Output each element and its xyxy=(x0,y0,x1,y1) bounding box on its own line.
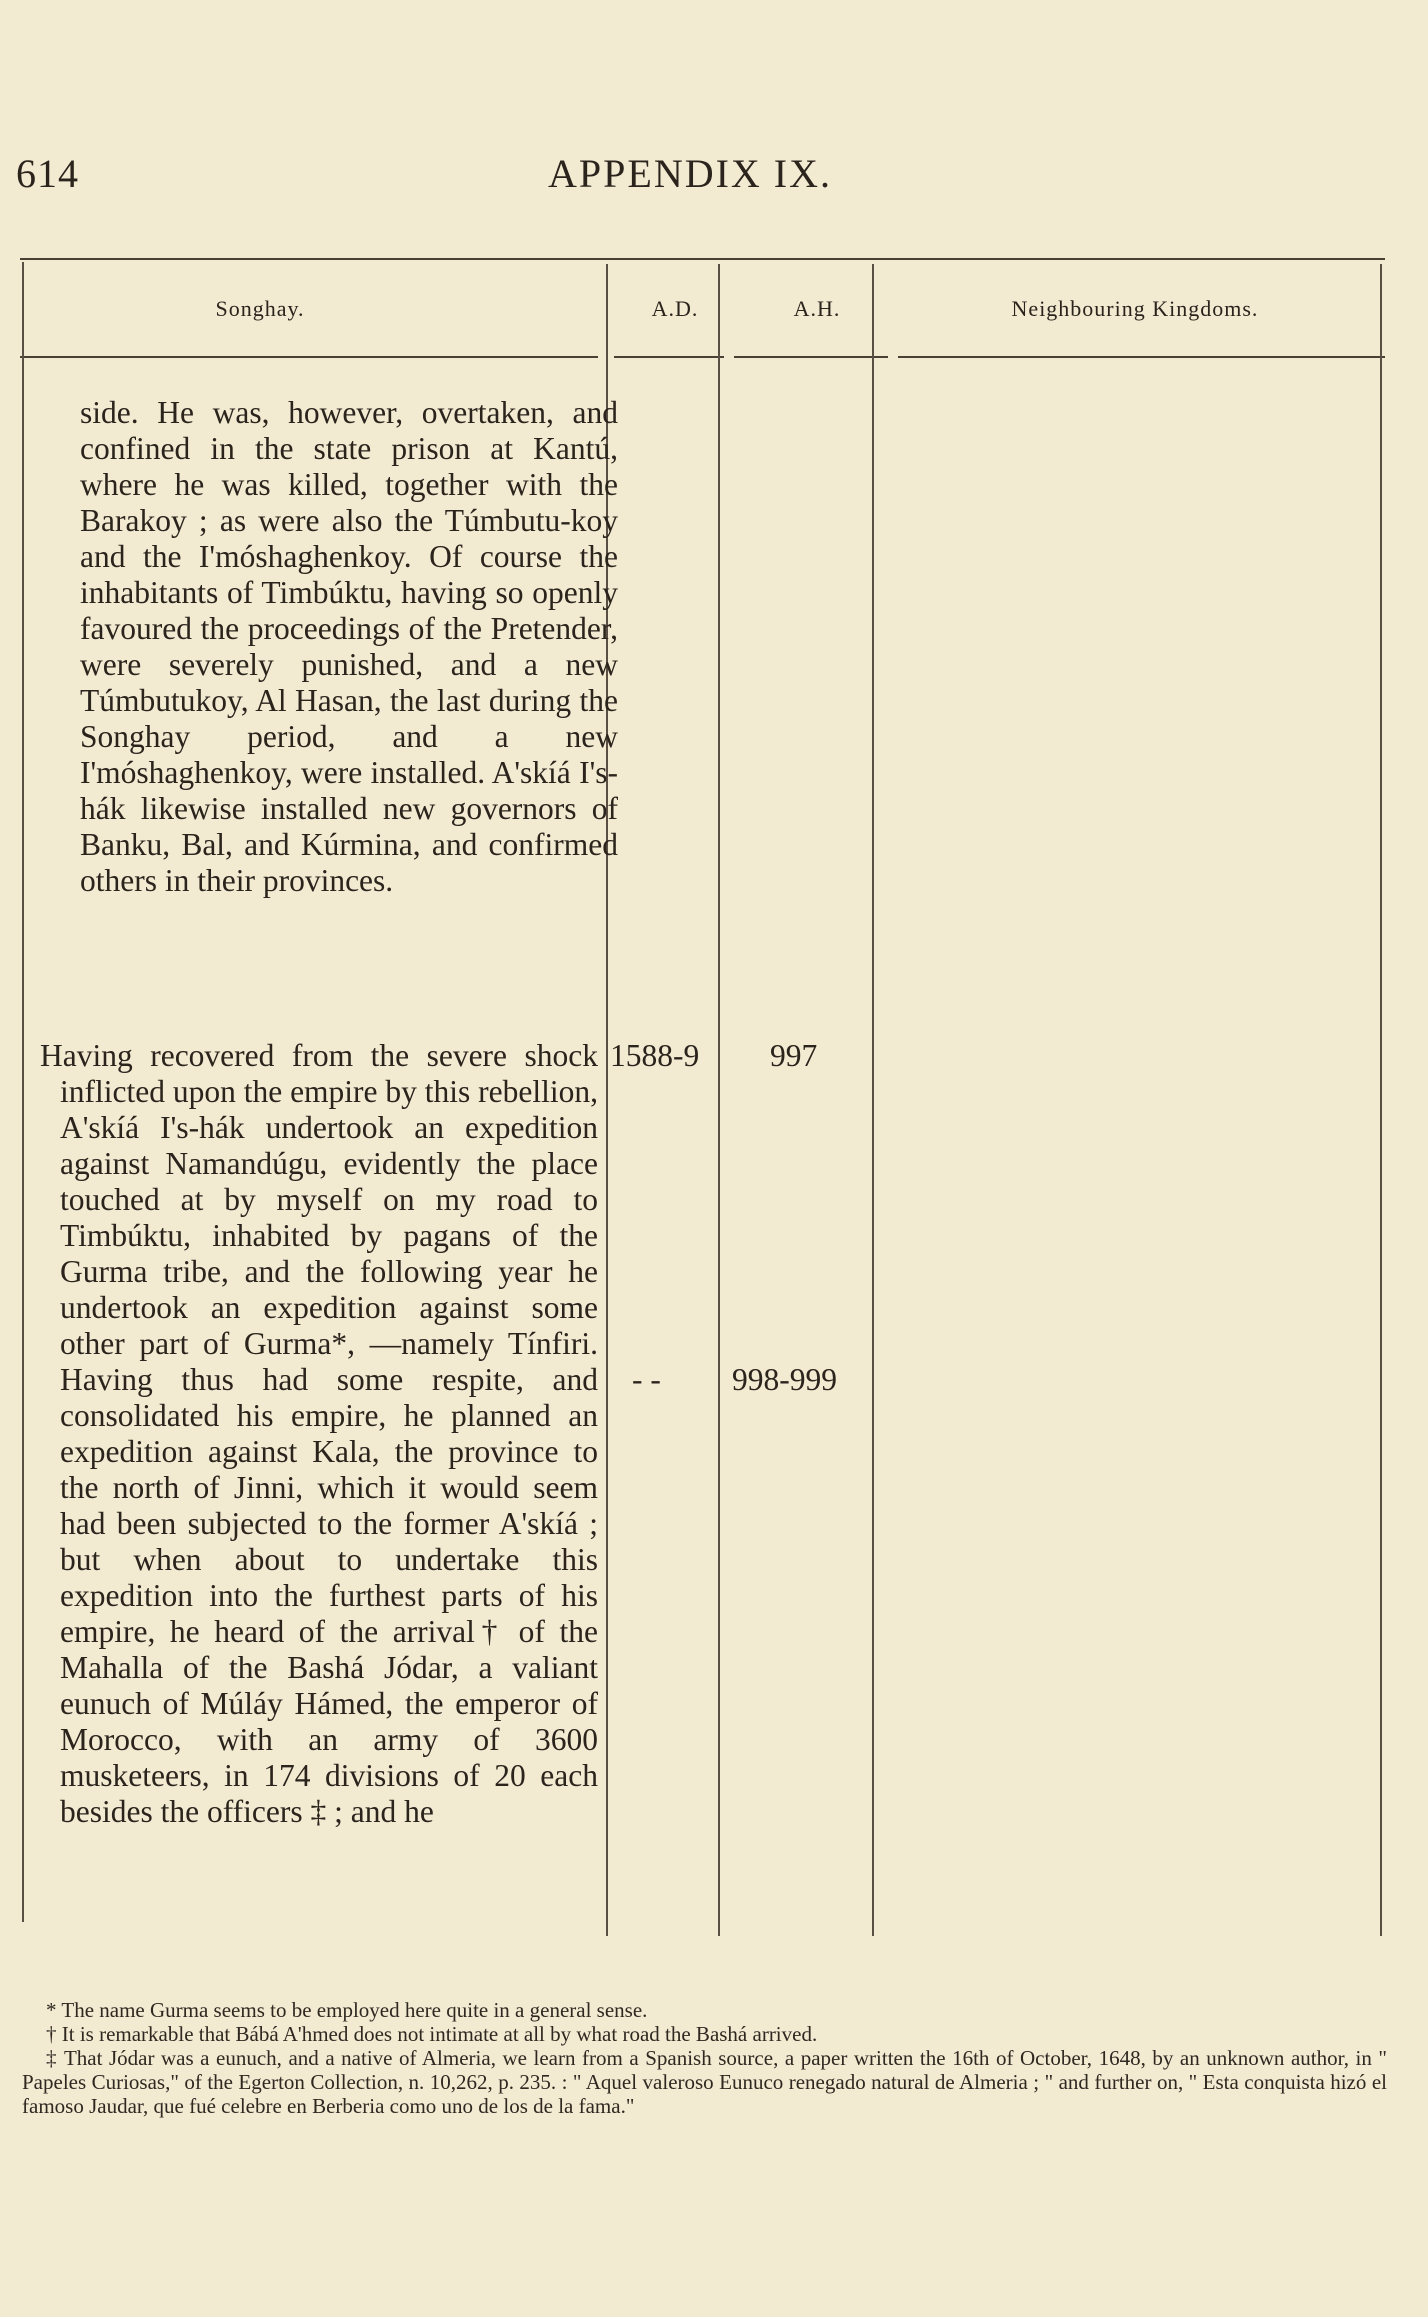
header-rule-kingdoms xyxy=(898,356,1385,358)
ah-value-1: 997 xyxy=(770,1038,818,1073)
page-header xyxy=(0,150,1428,200)
column-divider-3 xyxy=(872,264,874,1936)
paragraph-text: side. He was, however, overtaken, and confined in the state prison at Kantú, where he was killed, together with the Barakoy ; as were also the Túmbutu-koy and the I'móshaghenkoy. Of course the inhabitants of Timbúktu, having so openly favoured the proceedings of the Pretender, were severely punished, and a new Túmbutukoy, Al Hasan, the last during the Songhay period, and a new I'móshaghenkoy, were installed. A'skíá I's-hák likewise installed new governors of Banku, Bal, and Kúrmina, and confirmed others in their provinces. xyxy=(80,395,618,898)
footnote-star: * The name Gurma seems to be employed here quite in a general sense. xyxy=(46,1998,648,2022)
footnote-dagger: † It is remarkable that Bábá A'hmed does not intimate at all by what road the Bashá arrived. xyxy=(46,2022,818,2046)
paragraph-text: Having recovered from the severe shock inflicted upon the empire by this rebellion, A'skíá I's-hák undertook an expedition against Namandúgu, evidently the place touched at by myself on my road to Timbúktu, inhabited by pagans of the Gurma tribe, and the following year he undertook an expedition against some other part of Gurma*, —namely Tínfiri. Having thus had some respite, and consolidated his empire, he planned an expedition against Kala, the province to the north of Jinni, which it would seem had been subjected to the former A'skíá ; but when about to undertake this expedition into the furthest parts of his empire, he heard of the arrival† of the Mahalla of the Bashá Jódar, a valiant eunuch of Múláy Hámed, the emperor of Morocco, with an army of 3600 musketeers, in 174 divisions of 20 each besides the officers ‡ ; and he xyxy=(40,1038,598,1829)
chronological-table xyxy=(20,258,1385,1938)
table-top-rule xyxy=(20,258,1385,260)
page-number: 614 xyxy=(16,151,79,196)
column-divider-left xyxy=(22,262,24,1922)
ad-value-2: - - xyxy=(632,1362,661,1397)
column-divider-right xyxy=(1380,264,1382,1936)
column-header-neighbouring-kingdoms: Neighbouring Kingdoms. xyxy=(1011,296,1259,321)
ah-value-2: 998-999 xyxy=(732,1362,837,1397)
header-rule-songhay xyxy=(20,356,598,358)
running-title: APPENDIX IX. xyxy=(548,151,832,196)
songhay-paragraph-2 xyxy=(32,1038,606,1830)
column-divider-2 xyxy=(718,264,720,1936)
header-rule-ah xyxy=(734,356,888,358)
column-header-ah: A.H. xyxy=(793,296,841,321)
songhay-paragraph-1 xyxy=(40,395,626,899)
column-header-songhay: Songhay. xyxy=(215,296,305,321)
column-header-ad: A.D. xyxy=(651,296,699,321)
footnote-double-dagger: ‡ That Jódar was a eunuch, and a native of Almeria, we learn from a Spanish source, a paper written the 16th of October, 1648, by an unknown author, in " Papeles Curiosas," of the Egerton Collection, n. 10,262, p. 235. : " Aquel valeroso Eunuco renegado natural de Almeria ; " and further on, " Esta conquista hizó el famoso Jaudar, que fué celebre en Berberia como uno de los de la fama." xyxy=(22,2046,1387,2118)
footnotes xyxy=(22,1998,1387,2118)
header-rule-ad xyxy=(614,356,724,358)
ad-value-1: 1588-9 xyxy=(610,1038,700,1073)
